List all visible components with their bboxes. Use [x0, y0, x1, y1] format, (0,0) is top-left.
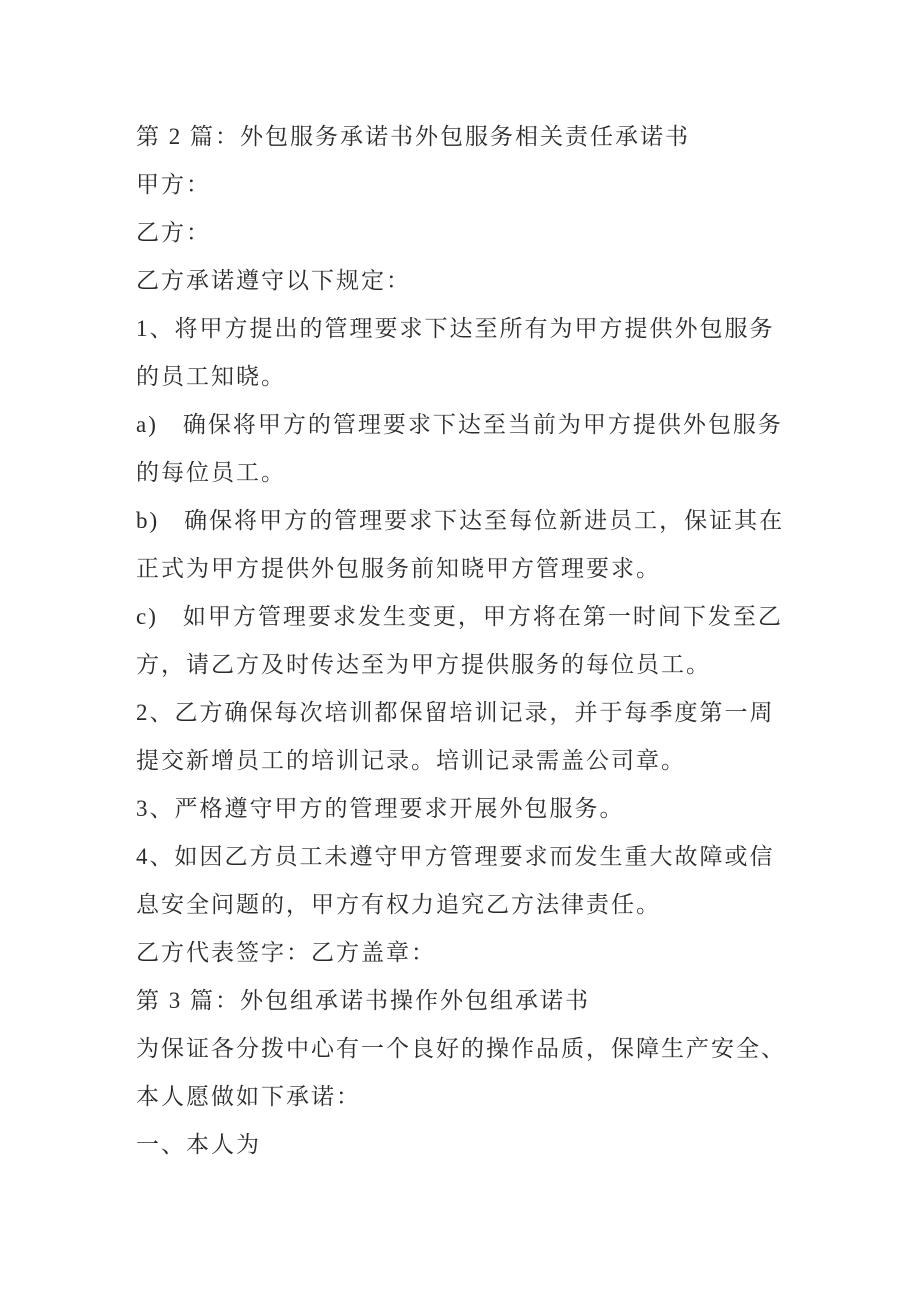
- document-line-section3-heading: 第 3 篇：外包组承诺书操作外包组承诺书: [136, 988, 590, 1013]
- document-line-section3-item1: 一、本人为: [136, 1132, 261, 1157]
- document-line-signature: 乙方代表签字：乙方盖章：: [136, 940, 436, 965]
- document-line-party-b: 乙方：: [136, 220, 211, 245]
- document-line-section2-heading: 第 2 篇：外包服务承诺书外包服务相关责任承诺书: [136, 124, 690, 149]
- document-line-item1-b1: b) 确保将甲方的管理要求下达至每位新进员工，保证其在: [136, 508, 785, 533]
- document-line-item1-a2: 的每位员工。: [136, 460, 286, 485]
- document-line-intro: 乙方承诺遵守以下规定：: [136, 268, 411, 293]
- document-line-section3-intro1: 为保证各分拨中心有一个良好的操作品质，保障生产安全、: [136, 1036, 786, 1061]
- document-line-item2a: 2、乙方确保每次培训都保留培训记录，并于每季度第一周: [136, 700, 775, 725]
- document-line-item1b: 的员工知晓。: [136, 364, 286, 389]
- document-line-item4b: 息安全问题的，甲方有权力追究乙方法律责任。: [136, 892, 661, 917]
- document-line-party-a: 甲方：: [136, 172, 211, 197]
- document-line-item1-b2: 正式为甲方提供外包服务前知晓甲方管理要求。: [136, 556, 661, 581]
- document-line-item1a: 1、将甲方提出的管理要求下达至所有为甲方提供外包服务: [136, 316, 775, 341]
- document-line-item3: 3、严格遵守甲方的管理要求开展外包服务。: [136, 796, 625, 821]
- document-line-item1-c2: 方，请乙方及时传达至为甲方提供服务的每位员工。: [136, 652, 711, 677]
- document-line-item1-c1: c) 如甲方管理要求发生变更，甲方将在第一时间下发至乙: [136, 604, 783, 629]
- document-line-item4a: 4、如因乙方员工未遵守甲方管理要求而发生重大故障或信: [136, 844, 775, 869]
- document-line-item1-a1: a) 确保将甲方的管理要求下达至当前为甲方提供外包服务: [136, 412, 783, 437]
- document-line-section3-intro2: 本人愿做如下承诺：: [136, 1084, 361, 1109]
- document-line-item2b: 提交新增员工的培训记录。培训记录需盖公司章。: [136, 748, 686, 773]
